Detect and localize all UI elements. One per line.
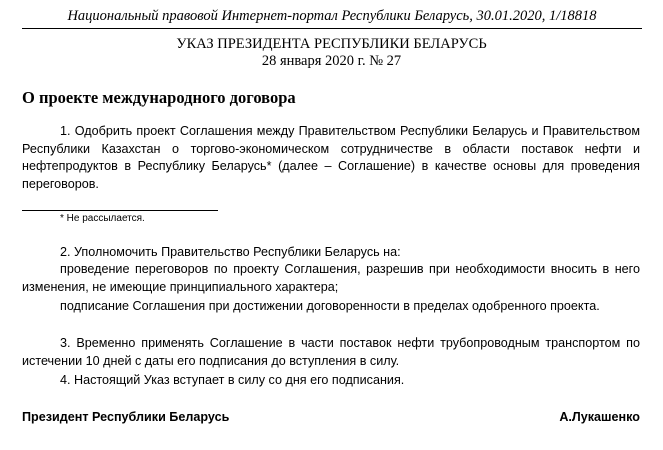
decree-title: УКАЗ ПРЕЗИДЕНТА РЕСПУБЛИКИ БЕЛАРУСЬ xyxy=(176,36,487,52)
footnote: * Не рассылается. xyxy=(60,213,145,224)
signature-role: Президент Республики Беларусь xyxy=(22,410,230,424)
paragraph-2-item-2: подписание Соглашения при достижении договоренности в пределах одобренного проекта. xyxy=(60,299,600,313)
paragraph-2-item-1: проведение переговоров по проекту Соглашения, разрешив при необходимости вносить в него изменения, не имеющие принципиального характера; xyxy=(22,262,640,294)
header-divider xyxy=(22,28,642,29)
paragraph-1: 1. Одобрить проект Соглашения между Правительством Республики Беларусь и Правительством Республики Казахстан о торгово-экономическом сотрудничестве в области поставок нефти и нефтепродуктов в Республику Беларусь* (далее – Соглашение) в качестве основы для проведения переговоров. xyxy=(22,124,640,191)
decree-heading: О проекте международного договора xyxy=(22,88,296,107)
portal-header: Национальный правовой Интернет-портал Республики Беларусь, 30.01.2020, 1/18818 xyxy=(67,8,597,24)
decree-date-number: 28 января 2020 г. № 27 xyxy=(261,53,402,69)
signature-name: А.Лукашенко xyxy=(559,410,640,424)
footnote-divider xyxy=(22,210,218,211)
paragraph-2: 2. Уполномочить Правительство Республики Беларусь на: xyxy=(60,245,401,259)
paragraph-4: 4. Настоящий Указ вступает в силу со дня его подписания. xyxy=(60,373,405,387)
paragraph-3: 3. Временно применять Соглашение в части поставок нефти трубопроводным транспортом по истечении 10 дней с даты его подписания до вступления в силу. xyxy=(22,336,640,368)
